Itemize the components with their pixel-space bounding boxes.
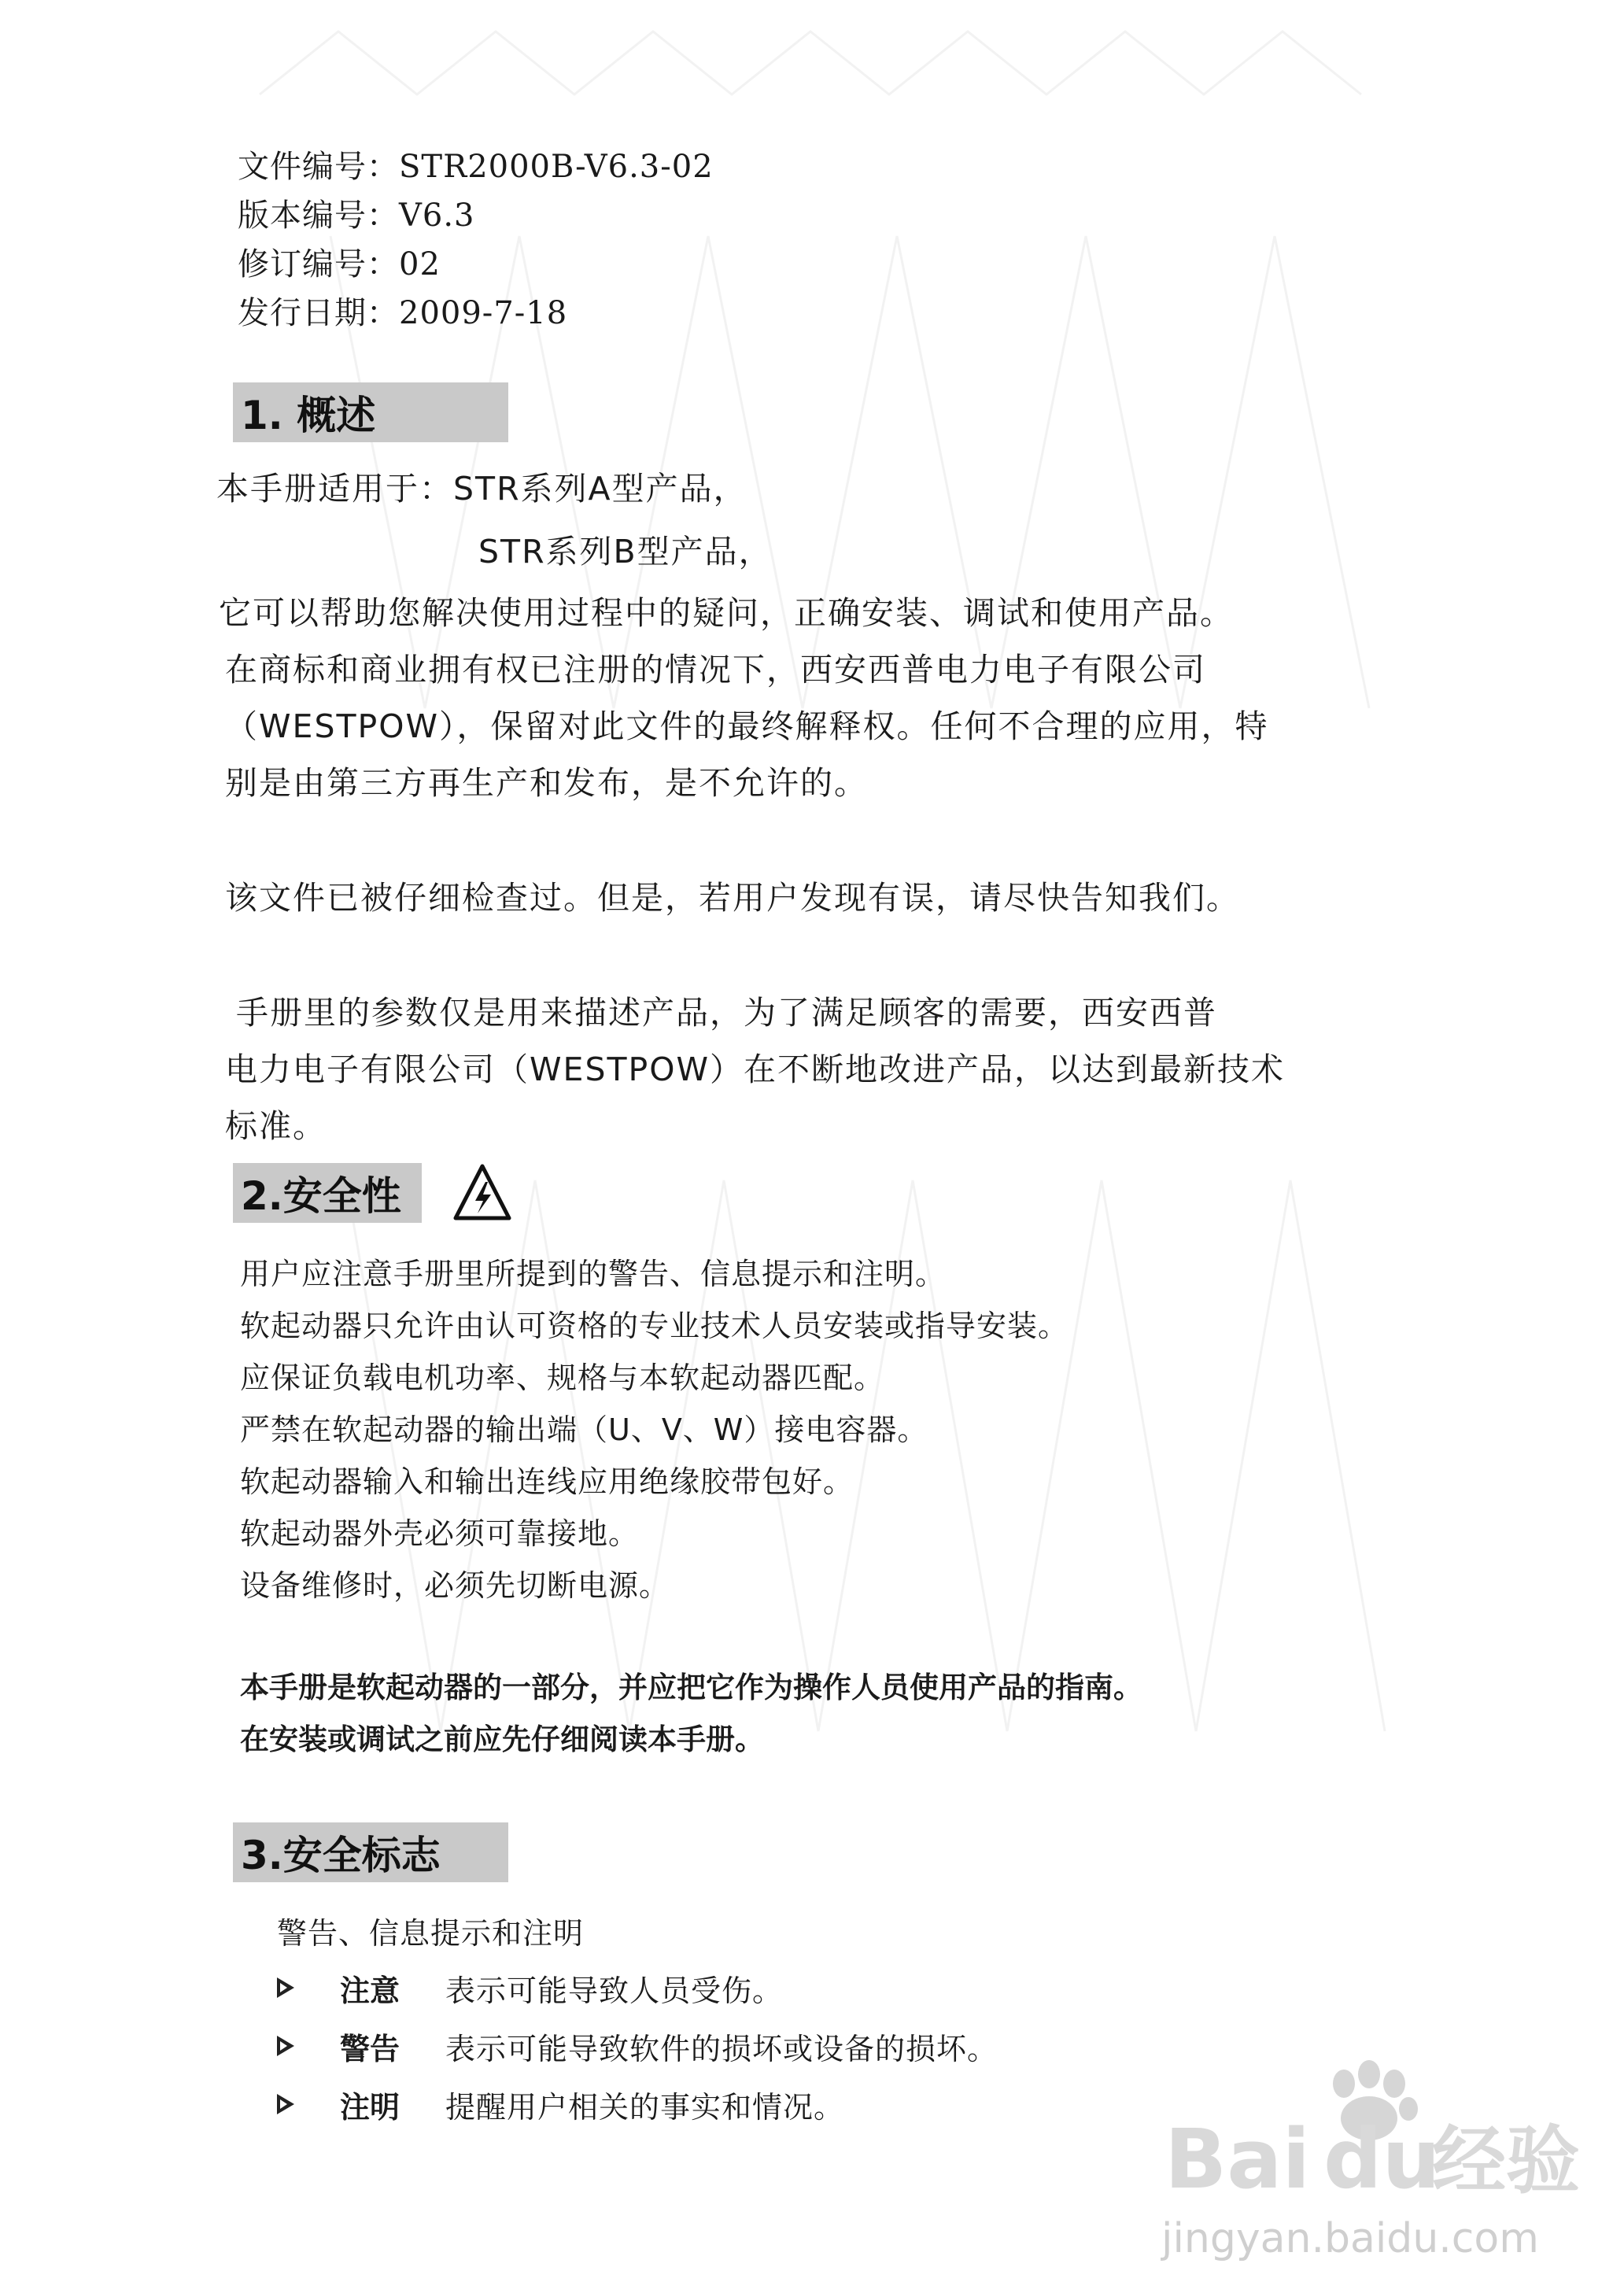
watermark-brand: Bai (1164, 2111, 1311, 2207)
section1-line-7: 该文件已被仔细检查过。但是，若用户发现有误，请尽快告知我们。 (225, 879, 1240, 917)
version-line (238, 190, 475, 235)
section1-line-9: 电力电子有限公司（WESTPOW）在不断地改进产品，以达到最新技术 (225, 1050, 1286, 1088)
section2-heading (233, 1163, 422, 1223)
section1-line-5: （WESTPOW），保留对此文件的最终解释权。任何不合理的应用，特 (225, 707, 1269, 745)
file-number-line (238, 142, 714, 186)
section1-line-2: STR系列B型产品， (478, 533, 773, 570)
bullet-arrow-icon (277, 2036, 294, 2056)
section1-heading (233, 382, 508, 442)
revision-label: 修订编号： (238, 246, 399, 282)
safety-item-1: 用户应注意手册里所提到的警告、信息提示和注明。 (240, 1257, 947, 1291)
section1-line-3: 它可以帮助您解决使用过程中的疑问，正确安装、调试和使用产品。 (219, 594, 1234, 632)
section1-line-8: 手册里的参数仅是用来描述产品，为了满足顾客的需要，西安西普 (236, 994, 1217, 1032)
section3-title: 3.安全标志 (241, 1833, 441, 1878)
section3-intro: 警告、信息提示和注明 (277, 1916, 585, 1951)
watermark-cn: 经验 (1432, 2118, 1581, 2204)
version-label: 版本编号： (238, 198, 399, 234)
watermark-url: jingyan.baidu.com (1161, 2215, 1539, 2262)
safety-item-2: 软起动器只允许由认可资格的专业技术人员安装或指导安装。 (240, 1309, 1069, 1343)
section1-title: 1. 概述 (241, 393, 376, 438)
bold-note-2: 在安装或调试之前应先仔细阅读本手册。 (240, 1723, 764, 1756)
date-label: 发行日期： (238, 295, 399, 331)
bold-note-1: 本手册是软起动器的一部分，并应把它作为操作人员使用产品的指南。 (240, 1671, 1142, 1704)
legend-row-note (277, 2085, 1221, 2123)
section1-line-4: 在商标和商业拥有权已注册的情况下，西安西普电力电子有限公司 (225, 651, 1206, 689)
safety-item-5: 软起动器输入和输出连线应用绝缘胶带包好。 (240, 1464, 854, 1499)
legend-term: 注明 (340, 2089, 400, 2125)
section1-line-1: 本手册适用于：STR系列A型产品， (216, 470, 747, 508)
file-number-label: 文件编号： (238, 149, 399, 185)
safety-item-6: 软起动器外壳必须可靠接地。 (240, 1516, 640, 1551)
legend-term: 警告 (340, 2031, 400, 2066)
legend-row-caution (277, 1969, 1221, 2007)
watermark-brand-2: du (1323, 2111, 1441, 2207)
revision-line (238, 239, 441, 284)
legend-desc: 表示可能导致软件的损坏或设备的损坏。 (445, 2031, 998, 2066)
baidu-watermark (1141, 2046, 1613, 2282)
date-value: 2009-7-18 (399, 295, 568, 331)
section1-line-10: 标准。 (225, 1107, 327, 1145)
section3-heading (233, 1822, 508, 1882)
version-value: V6.3 (399, 198, 475, 234)
legend-desc: 提醒用户相关的事实和情况。 (445, 2089, 845, 2125)
legend-row-warning (277, 2027, 1221, 2065)
legend-desc: 表示可能导致人员受伤。 (445, 1973, 784, 2008)
safety-item-7: 设备维修时，必须先切断电源。 (240, 1568, 670, 1603)
file-number-value: STR2000B-V6.3-02 (399, 149, 714, 185)
revision-value: 02 (399, 246, 441, 282)
section1-line-6: 别是由第三方再生产和发布，是不允许的。 (225, 764, 868, 802)
bullet-arrow-icon (277, 2094, 294, 2114)
safety-item-4: 严禁在软起动器的输出端（U、V、W）接电容器。 (240, 1412, 928, 1447)
section2-title: 2.安全性 (241, 1173, 401, 1219)
high-voltage-warning-icon (453, 1163, 511, 1221)
date-line (238, 288, 567, 333)
legend-term: 注意 (340, 1973, 400, 2008)
safety-item-3: 应保证负载电机功率、规格与本软起动器匹配。 (240, 1361, 885, 1395)
bullet-arrow-icon (277, 1977, 294, 1998)
